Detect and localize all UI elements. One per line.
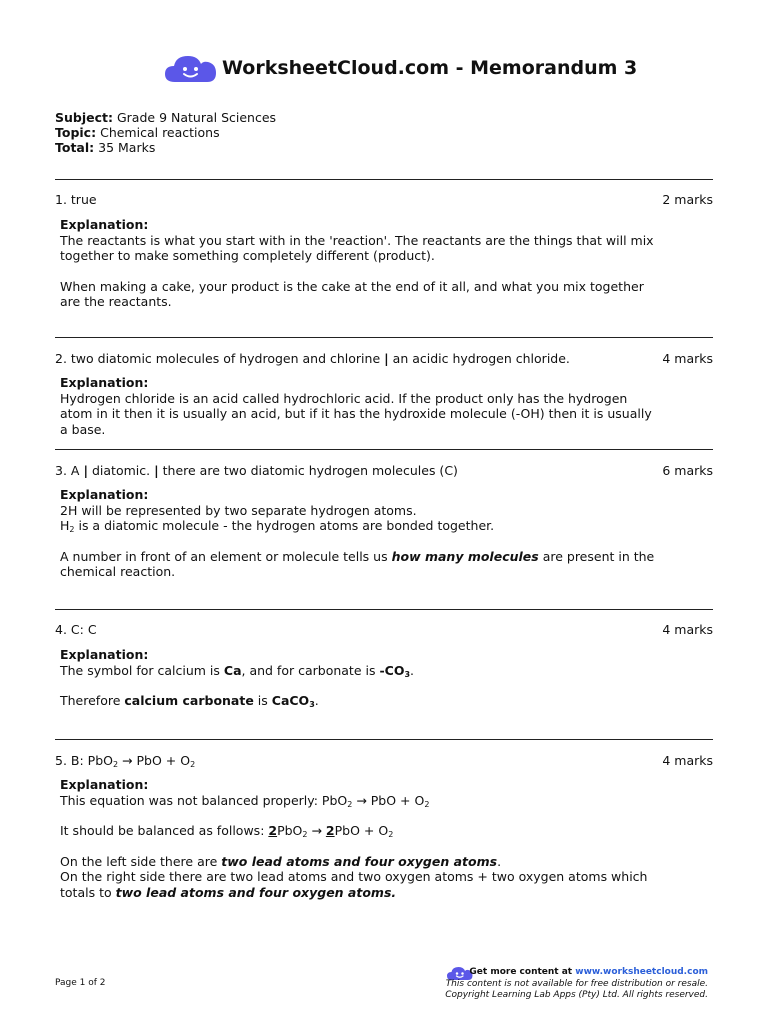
answer-text: 2. two diatomic molecules of hydrogen and chlorine | an acidic hydrogen chloride. bbox=[55, 351, 570, 366]
topic-row bbox=[55, 125, 276, 140]
page-number: Page 1 of 2 bbox=[55, 978, 106, 988]
website-link[interactable]: www.worksheetcloud.com bbox=[575, 967, 708, 977]
explanation bbox=[60, 217, 660, 310]
answer-text: 4. C: C bbox=[55, 622, 97, 637]
explanation-label: Explanation: bbox=[60, 217, 149, 232]
divider bbox=[55, 739, 713, 740]
marks-value: 2 marks bbox=[662, 192, 713, 207]
topic-value: Chemical reactions bbox=[100, 125, 220, 140]
total-value: 35 Marks bbox=[98, 140, 156, 155]
question-5 bbox=[55, 753, 713, 900]
explanation-paragraph: On the left side there are two lead atoms and four oxygen atoms. bbox=[60, 853, 502, 869]
footer-distribution-notice: This content is not available for free distribution or resale. bbox=[445, 979, 708, 989]
explanation-paragraph: On the right side there are two lead atoms and two oxygen atoms + two oxygen atoms which totals to two lead atoms and four oxygen atoms. bbox=[60, 869, 648, 900]
explanation-paragraph: Hydrogen chloride is an acid called hydrochloric acid. If the product only has the hydrogen atom in it then it is usually an acid, but if it has the hydroxide molecule (-OH) then it is usually a base. bbox=[60, 390, 652, 437]
explanation bbox=[60, 375, 660, 437]
explanation bbox=[60, 647, 660, 709]
total-label: Total: bbox=[55, 140, 95, 155]
explanation-paragraph: The symbol for calcium is Ca, and for carbonate is $-CO_3$. bbox=[60, 662, 415, 679]
explanation-paragraph: It should be balanced as follows: $2PbO_2 \to 2PbO + O_2$ bbox=[60, 823, 394, 839]
explanation-label: Explanation: bbox=[60, 777, 149, 792]
total-row bbox=[55, 140, 276, 155]
question-4 bbox=[55, 622, 713, 709]
answer-text: 3. A | diatomic. | there are two diatomic hydrogen molecules (C) bbox=[55, 463, 458, 478]
explanation-paragraph: Therefore calcium carbonate is CaCO$_3$. bbox=[60, 693, 319, 709]
divider bbox=[55, 337, 713, 338]
divider bbox=[55, 609, 713, 610]
subject-value: Grade 9 Natural Sciences bbox=[116, 110, 277, 125]
answer-text: 5. B: PbO$_2$ → PbO + $O_2$ bbox=[55, 753, 196, 769]
marks-value: 4 marks bbox=[662, 753, 713, 768]
explanation bbox=[60, 487, 660, 580]
explanation-paragraph: A number in front of an element or molecule tells us how many molecules are present in the chemical reaction. bbox=[60, 548, 655, 579]
explanation-paragraph: $H_2$ is a diatomic molecule - the hydrogen atoms are bonded together. bbox=[60, 518, 495, 534]
answer-text: 1. true bbox=[55, 192, 97, 207]
marks-value: 4 marks bbox=[662, 622, 713, 637]
question-2 bbox=[55, 351, 713, 437]
subject-row bbox=[55, 110, 276, 125]
page-header bbox=[0, 52, 768, 86]
subject-label: Subject: bbox=[55, 110, 113, 125]
explanation-label: Explanation: bbox=[60, 375, 149, 390]
page-title: WorksheetCloud.com - Memorandum 3 bbox=[222, 57, 638, 79]
footer-get-more: Get more content at www.worksheetcloud.com bbox=[469, 967, 708, 977]
explanation-paragraph: The reactants is what you start with in the 'reaction'. The reactants are the things that will mix together to make something completely different (product). bbox=[60, 232, 654, 263]
explanation-paragraph: This equation was not balanced properly: PbO$_2$ → PbO + $O_2$ bbox=[60, 792, 430, 809]
explanation bbox=[60, 777, 660, 900]
question-1 bbox=[55, 192, 713, 309]
marks-value: 4 marks bbox=[662, 351, 713, 366]
footer-copyright: Copyright Learning Lab Apps (Pty) Ltd. All rights reserved. bbox=[445, 990, 708, 1000]
topic-label: Topic: bbox=[55, 125, 97, 140]
explanation-paragraph: When making a cake, your product is the cake at the end of it all, and what you mix together are the reactants. bbox=[60, 278, 644, 309]
marks-value: 6 marks bbox=[662, 463, 713, 478]
divider bbox=[55, 449, 713, 450]
explanation-label: Explanation: bbox=[60, 487, 149, 502]
divider bbox=[55, 179, 713, 180]
explanation-label: Explanation: bbox=[60, 647, 149, 662]
question-3 bbox=[55, 463, 713, 579]
cloud-logo-icon bbox=[163, 52, 219, 84]
explanation-paragraph: 2H will be represented by two separate hydrogen atoms. bbox=[60, 502, 417, 518]
worksheet-meta bbox=[55, 110, 276, 155]
